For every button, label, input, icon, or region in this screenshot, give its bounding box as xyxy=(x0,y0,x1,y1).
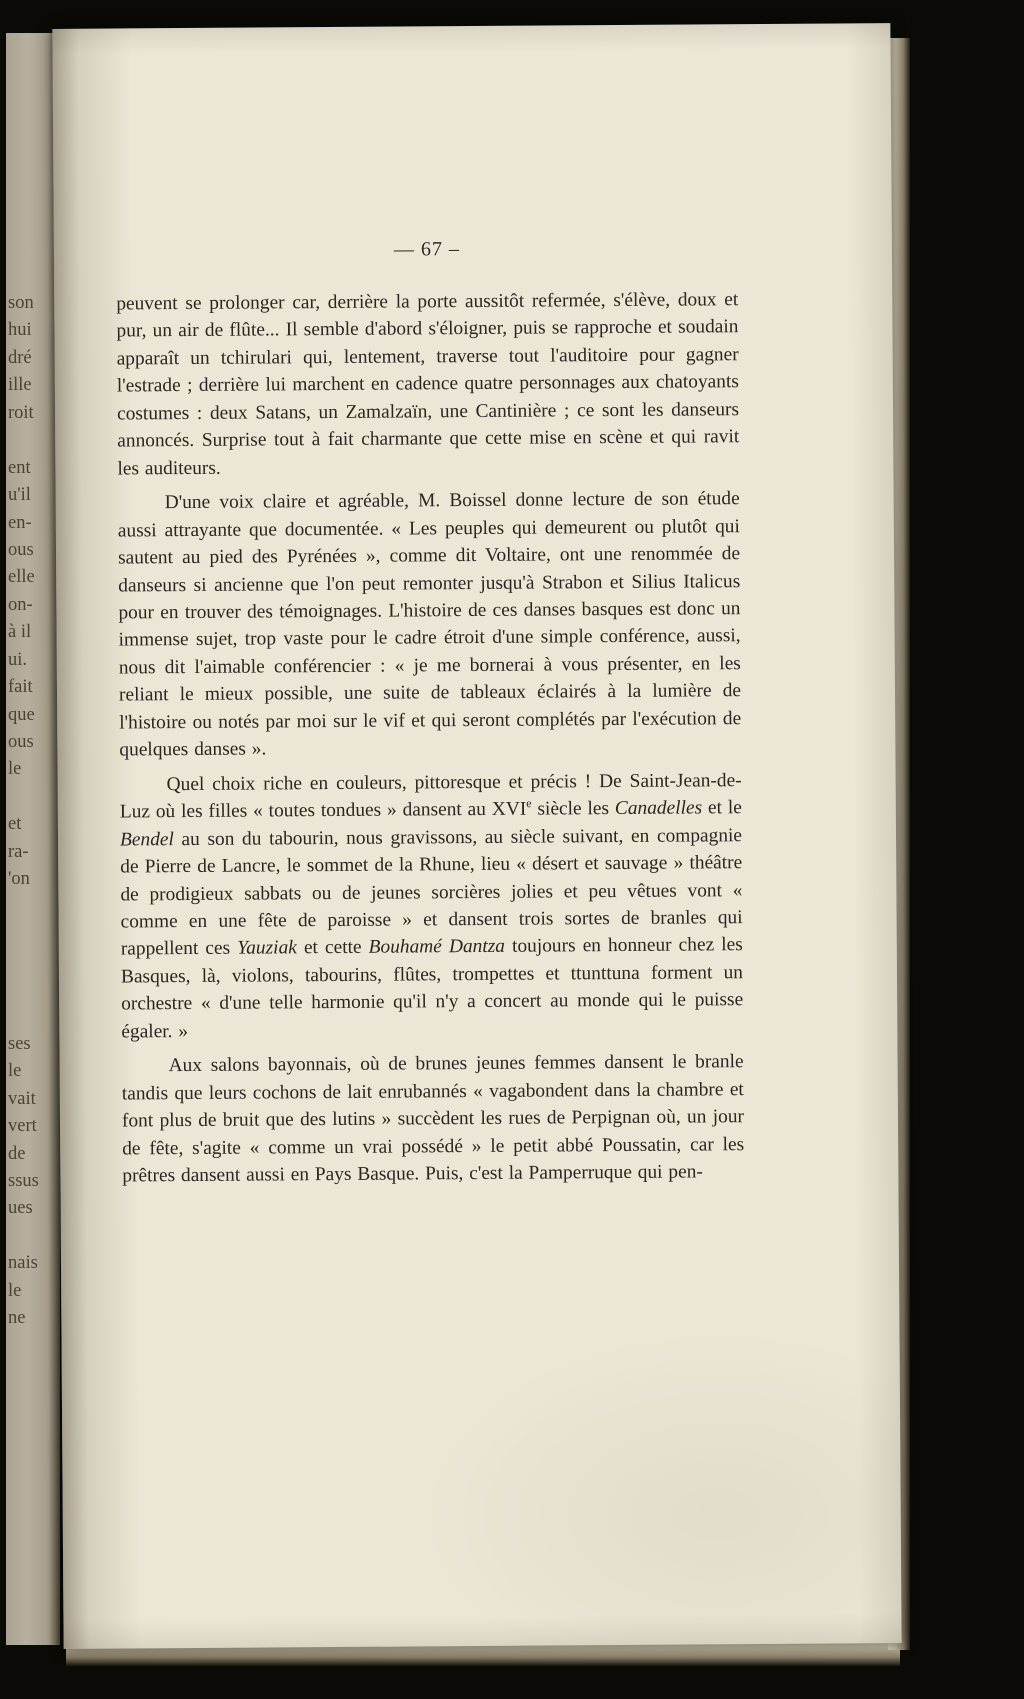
edge-text-fragment: à il xyxy=(8,622,32,643)
text-run: D'une voix claire et agréable, M. Boissel donne lecture de son étude aussi attrayante que documentée. « Les peuples qui demeurent ou plutôt qui sautent au pied des Pyrénées », comme dit Voltaire, ont une renommée de danseurs si ancienne que l'on peut remonter jusqu'à Strabon et Silius Italicus pour en trouver des témoignages. L'histoire de ces danses basques est donc un immense sujet, trop vaste pour le cadre étroit d'une simple conférence, aussi, nous dit l'aimable conférencier : « je me bornerai à vous présenter, en les reliant le mieux possible, une suite de tableaux éclairés à la lumière de l'histoire ou notés par moi sur le vif et qui seront complétés par l'exécution de quelques danses ». xyxy=(117,488,742,761)
edge-text-fragment xyxy=(8,979,58,1006)
edge-text-fragment: ra- xyxy=(8,841,29,862)
edge-text-fragment: son xyxy=(8,293,34,313)
text-run: toujours en honneur chez les Basques, là, violons, tabourins, flûtes, trompettes et ttunttuna forment un orchestre « d'une telle harmonie qu'il n'y a concert au monde qui le puisse égaler. » xyxy=(120,934,744,1043)
edge-text-fragment xyxy=(8,787,58,814)
paragraph xyxy=(120,767,744,1046)
edge-text-fragment: en- xyxy=(8,512,32,533)
page-number: — 67 – xyxy=(393,238,460,261)
text-run: e xyxy=(526,796,532,811)
edge-text-fragment: le xyxy=(8,759,22,780)
edge-text-fragment xyxy=(8,430,58,457)
edge-text-fragment xyxy=(8,897,58,924)
edge-text-fragment: vait xyxy=(8,1088,36,1109)
edge-text-fragment xyxy=(8,924,58,951)
edge-text-fragment: ues xyxy=(8,1198,33,1219)
paragraph xyxy=(116,286,739,483)
italic-term: Bendel xyxy=(119,828,174,851)
italic-term: Bouhamé Dantza xyxy=(368,936,506,959)
text-run: au son du tabourin, nous gravissons, au siècle suivant, en compagnie de Pierre de Lancre, le sommet de la Rhune, lieu « désert et sauvage » théâtre de prodigieux sabbats ou de jeunes sorcières jolies et peu vêtues vont « comme en une fête de paroisse » et dansent trois sortes de branles qui rappellent ces xyxy=(120,824,743,960)
facing-page-fragments xyxy=(8,293,58,1336)
edge-text-fragment: ssus xyxy=(8,1171,39,1191)
text-run: Quel choix riche en couleurs, pittoresque et précis ! De Saint-Jean-de-Luz où les filles « toutes tondues » dansent au xyxy=(119,769,742,823)
edge-text-fragment: ous xyxy=(8,732,34,752)
edge-text-fragment xyxy=(8,1226,58,1253)
paragraph xyxy=(118,485,742,764)
edge-text-fragment: fait xyxy=(8,677,33,698)
edge-text-fragment: hui xyxy=(8,320,32,341)
text-block xyxy=(116,286,744,1190)
edge-text-fragment: ous xyxy=(8,539,34,560)
edge-text-fragment: u'il xyxy=(8,485,31,506)
book-page xyxy=(52,23,901,1649)
edge-text-fragment: le xyxy=(8,1061,22,1082)
facing-page-edge xyxy=(6,33,60,1645)
paragraph xyxy=(122,1048,745,1190)
edge-text-fragment: ent xyxy=(8,457,31,478)
text-run: et le xyxy=(702,797,742,819)
edge-text-fragment: on- xyxy=(8,594,33,615)
edge-text-fragment: elle xyxy=(8,567,35,588)
edge-text-fragment: dré xyxy=(8,347,32,368)
text-run: XVI xyxy=(491,798,527,821)
edge-text-fragment: vert xyxy=(8,1116,37,1137)
edge-text-fragment: 'on xyxy=(8,869,30,890)
edge-text-fragment: roit xyxy=(8,402,34,423)
italic-term: Canadelles xyxy=(614,797,703,820)
text-run: siècle les xyxy=(531,798,615,820)
edge-text-fragment xyxy=(8,1006,58,1033)
edge-text-fragment: nais xyxy=(8,1253,38,1274)
edge-text-fragment: le xyxy=(8,1280,22,1301)
edge-text-fragment: et xyxy=(8,814,22,835)
text-run: Aux salons bayonnais, où de brunes jeunes femmes dansent le branle tandis que leurs cochons de lait enrubannés « vagabondent dans la chambre et font plus de bruit que des lutins » succèdent les rues de Perpignan où, un jour de fête, s'agite « comme un vrai possédé » le petit abbé Poussatin, car les prêtres dansent aussi en Pays Basque. Puis, c'est la Pamperruque qui pen- xyxy=(121,1051,745,1187)
text-run: et cette xyxy=(296,937,369,959)
edge-text-fragment: ses xyxy=(8,1033,31,1054)
edge-text-fragment: ui. xyxy=(8,649,28,670)
edge-text-fragment: ne xyxy=(8,1308,26,1329)
edge-text-fragment: que xyxy=(8,704,35,725)
italic-term: Yauziak xyxy=(237,937,297,960)
text-run: peuvent se prolonger car, derrière la porte aussitôt refermée, s'élève, doux et pur, un air de flûte... Il semble d'abord s'éloigner, puis se rapproche et soudain apparaît un tchirulari qui, lentement, traverse tout l'auditoire pour gagner l'estrade ; derrière lui marchent en cadence quatre personnages aux chatoyants costumes : deux Satans, un Zamalzaïn, une Cantinière ; ce sont les danseurs annoncés. Surprise tout à fait charmante que cette mise en scène et qui ravit les auditeurs. xyxy=(116,289,740,480)
edge-text-fragment xyxy=(8,952,58,979)
edge-text-fragment: ille xyxy=(8,375,32,396)
edge-text-fragment: de xyxy=(8,1143,26,1164)
